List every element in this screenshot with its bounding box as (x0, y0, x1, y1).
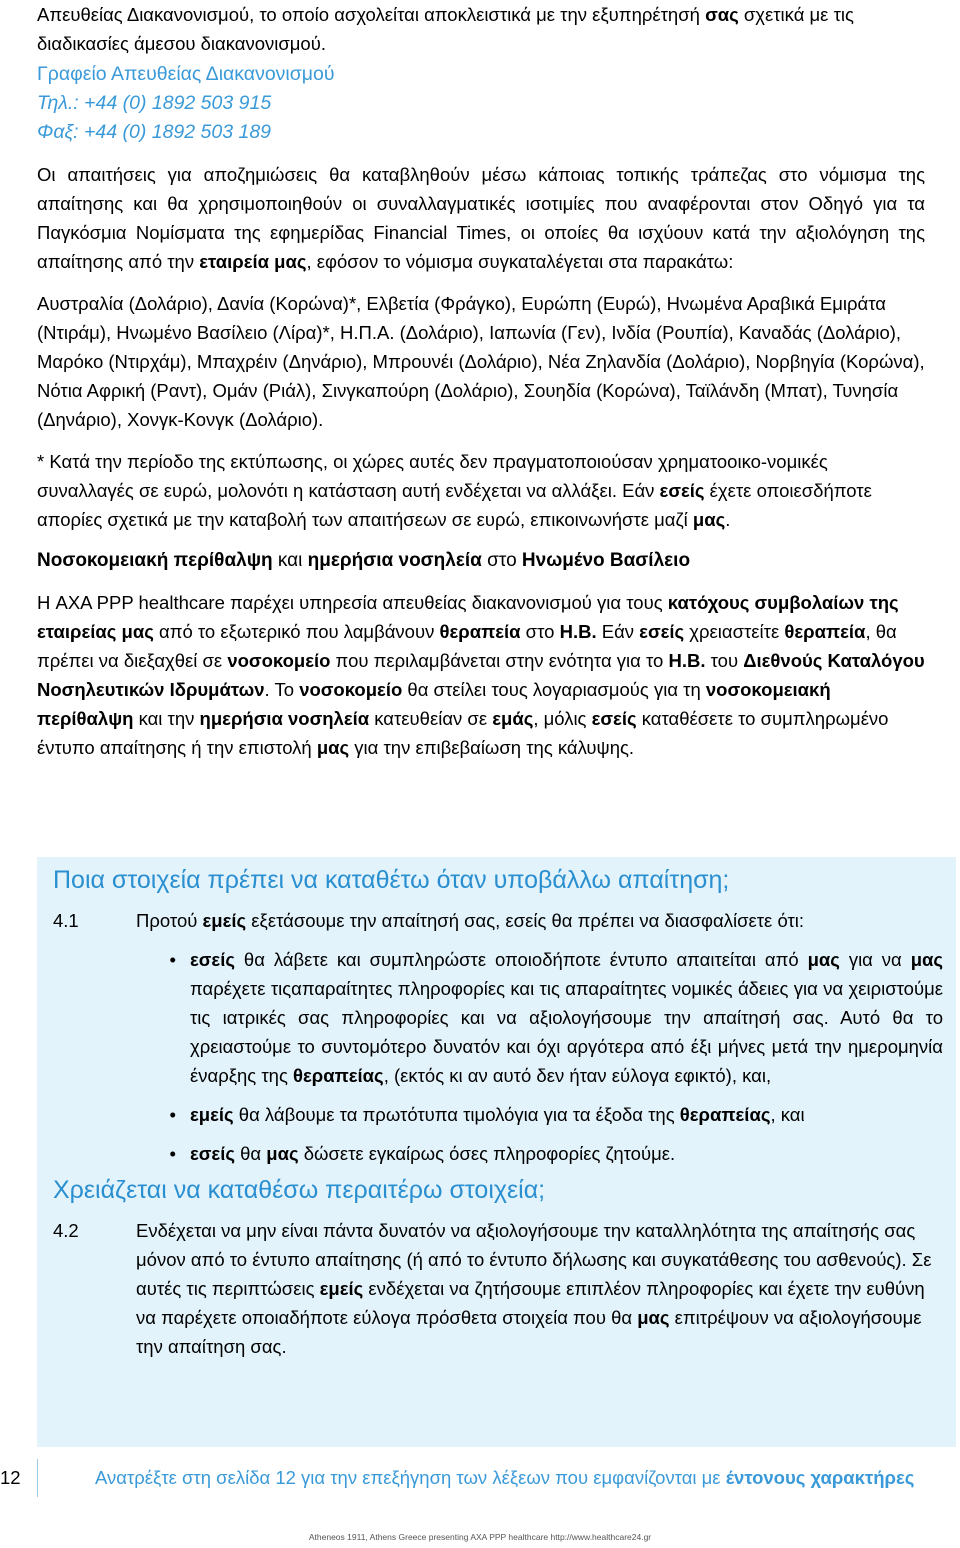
uk-text: και την (133, 708, 200, 729)
note-text-2: έχετε οποιεσδήποτε απορίες σχετικά με την καταβολή των απαιτήσεων σε ευρώ, επικοινωνήστε μαζί (37, 480, 872, 530)
bullet-text: , και (770, 1104, 805, 1125)
section-text: ενδέχεται να ζητήσουμε επιπλέον πληροφορίες και έχετε την ευθύνη να παρέχετε οποιαδήποτε εύλογα πρόσθετα στοιχεία που θα (136, 1278, 925, 1328)
note-text-3: . (725, 509, 731, 530)
section-text: εξετάσουμε την απαίτησή σας, εσείς θα πρέπει να διασφαλίσετε ότι: (246, 910, 805, 931)
section-text: Προτού (136, 910, 203, 931)
contact-block (37, 60, 925, 147)
currency-text-end: , εφόσον το νόμισμα συγκαταλέγεται στα παρακάτω: (306, 251, 734, 272)
claims-info-panel (37, 857, 956, 1447)
uk-heading-text-1: και (272, 550, 308, 571)
section-body (136, 1216, 943, 1361)
section-text: Ενδέχεται να μην είναι πάντα δυνατόν να αξιολογήσουμε την καταλληλότητα της απαίτησής σας μόνον από το έντυπο απαίτησης (ή από το έντυπο δήλωσης και συγκατάθεσης του ασθενούς). Σε αυτές τις περιπτώσεις (136, 1220, 932, 1299)
uk-heading-bold-1: Νοσοκομειακή περίθαλψη (37, 550, 273, 571)
section-number: 4.2 (53, 1220, 79, 1241)
bullet-text: παρέχετε τιςαπαραίτητες πληροφορίες και τις απαραίτητες νομικές άδειες για να χειριστούμε τις ιατρικές σας πληροφορίες και να αξιολογήσουμε την απαίτησή σας. Αυτό θα το χρειαστούμε το συντομότερο δυνατόν και όχι αργότερα από έξι μήνες μετά την ημερομηνία έναρξης της (190, 978, 943, 1086)
uk-bold: θεραπεία (784, 621, 866, 642)
bullet-bold: μας (266, 1143, 299, 1164)
uk-text: που περιλαμβάνεται στην ενότητα για το (330, 650, 669, 671)
bullet-bold: θεραπείας (679, 1104, 771, 1125)
panel-heading-2: Χρειάζεται να καταθέσω περαιτέρω στοιχεία; (53, 1176, 546, 1204)
section-4-1 (53, 906, 943, 1178)
note-bold-2: μας (692, 509, 726, 530)
intro-text: Απευθείας Διακανονισμού, το οποίο ασχολείται αποκλειστικά με την εξυπηρέτησή (37, 4, 706, 25)
page-footer (0, 1467, 960, 1497)
uk-heading-text-2: στο (481, 550, 522, 571)
uk-text: στο (520, 621, 560, 642)
requirements-list (136, 945, 943, 1168)
bullet-text: θα (234, 1143, 267, 1164)
intro-text-end: σχετικά με τις διαδικασίες άμεσου διακανονισμού. (37, 4, 854, 54)
uk-text: από το εξωτερικό που λαμβάνουν (153, 621, 440, 642)
footer-note-text: Ανατρέξτε στη σελίδα 12 για την επεξήγηση των λέξεων που εμφανίζονται με (95, 1467, 726, 1488)
uk-bold: Η.Β. (559, 621, 597, 642)
section-bold: μας (637, 1307, 670, 1328)
list-item-text (190, 1100, 943, 1129)
list-item-text (190, 1139, 943, 1168)
bullet-bold: εσείς (190, 949, 235, 970)
uk-text: χρειαστείτε (684, 621, 785, 642)
footer-note (95, 1467, 914, 1489)
uk-text: Η AXA PPP healthcare παρέχει υπηρεσία απευθείας διακανονισμού για τους (37, 592, 668, 613)
uk-bold: ημερήσια νοσηλεία (199, 708, 370, 729)
uk-text: , θα πρέπει να διεξαχθεί σε (37, 621, 897, 671)
intro-paragraph (37, 0, 925, 58)
credit-line: Atheneos 1911, Athens Greece presenting AXA PPP healthcare http://www.healthcare24.gr (308, 1532, 652, 1542)
note-bold-1: εσείς (659, 480, 705, 501)
currency-paragraph (37, 160, 925, 276)
uk-bold: Η.Β. (668, 650, 706, 671)
uk-bold: εσείς (591, 708, 637, 729)
uk-bold: εμάς (492, 708, 534, 729)
uk-heading-bold-3: Ηνωμένο Βασίλειο (521, 550, 691, 571)
uk-heading (37, 546, 925, 575)
section-body (136, 906, 943, 1178)
uk-bold: θεραπεία (439, 621, 521, 642)
bullet-text: δώσετε εγκαίρως όσες πληροφορίες ζητούμε. (298, 1143, 676, 1164)
document-page (37, 0, 925, 762)
uk-text: , μόλις (533, 708, 592, 729)
uk-bold: κατόχους συμβολαίων της εταιρείας μας (37, 592, 899, 642)
bullet-icon: • (169, 1104, 176, 1125)
uk-bold: νοσοκομείο (299, 679, 403, 700)
section-bold: εμείς (319, 1278, 364, 1299)
uk-text: θα στείλει τους λογαριασμούς για τη (402, 679, 706, 700)
uk-paragraph (37, 588, 925, 762)
contact-phone: Τηλ.: +44 (0) 1892 503 915 (37, 92, 272, 114)
footer-divider (37, 1459, 38, 1497)
bullet-text: για να (839, 949, 911, 970)
list-item (136, 1139, 943, 1168)
section-4-2 (53, 1216, 943, 1361)
uk-heading-bold-2: ημερήσια νοσηλεία (307, 550, 482, 571)
panel-heading-1: Ποια στοιχεία πρέπει να καταθέτω όταν υποβάλλω απαίτηση; (53, 866, 730, 894)
contact-office: Γραφείο Απευθείας Διακανονισμού (37, 63, 335, 85)
bullet-bold: εσείς (190, 1143, 235, 1164)
currency-text: Οι απαιτήσεις για αποζημιώσεις θα καταβληθούν μέσω κάποιας τοπικής τράπεζας στο νόμισμα της απαίτησης και θα χρησιμοποιηθούν οι συναλλαγματικές ισοτιμίες που αναφέρονται στον Οδηγό για τα Παγκόσμια Νομίσματα της εφημερίδας Financial Times, οι οποίες θα ισχύουν κατά την αξιολόγηση της απαίτησης από την (37, 164, 925, 272)
bullet-bold: μας (807, 949, 840, 970)
uk-text: καταθέσετε το συμπληρωμένο έντυπο απαίτησης ή την επιστολή (37, 708, 889, 758)
note-paragraph (37, 447, 925, 534)
bullet-text: θα λάβουμε τα πρωτότυπα τιμολόγια για τα έξοδα της (233, 1104, 680, 1125)
bullet-text: , (εκτός κι αν αυτό δεν ήταν εύλογα εφικτό), και, (383, 1065, 772, 1086)
footer-note-bold: έντονους χαρακτήρες (725, 1467, 915, 1488)
page-number: 12 (0, 1467, 21, 1488)
uk-bold: Διεθνούς Καταλόγου Νοσηλευτικών Ιδρυμάτων (37, 650, 925, 700)
list-item-text (190, 945, 943, 1090)
section-number: 4.1 (53, 910, 79, 931)
list-item (136, 1100, 943, 1129)
note-text: * Κατά την περίοδο της εκτύπωσης, οι χώρες αυτές δεν πραγματοποιούσαν χρηματοοικο-νομικές συναλλαγές σε ευρώ, μολονότι η κατάσταση αυτή ενδέχεται να αλλάξει. Εάν (37, 451, 828, 501)
countries-paragraph: Αυστραλία (Δολάριο), Δανία (Κορώνα)*, Ελβετία (Φράγκο), Ευρώπη (Ευρώ), Ηνωμένα Αραβικά Εμιράτα (Ντιράμ), Ηνωμένο Βασίλειο (Λίρα)*, Η.Π.Α. (Δολάριο), Ιαπωνία (Γεν), Ινδία (Ρουπία), Καναδάς (Δολάριο), Μαρόκο (Ντιρχάμ), Μπαχρέιν (Δηνάριο), Μπρουνέι (Δολάριο), Νέα Ζηλανδία (Δολάριο), Νορβηγία (Κορώνα), Νότια Αφρική (Ραντ), Ομάν (Ριάλ), Σινγκαπούρη (Δολάριο), Σουηδία (Κορώνα), Ταϊλάνδη (Μπατ), Τυνησία (Δηνάριο), Χονγκ-Κονγκ (Δολάριο). (37, 293, 925, 430)
uk-text: του (705, 650, 744, 671)
uk-bold: μας (316, 737, 350, 758)
section-text: επιτρέψουν να αξιολογήσουμε την απαίτηση σας. (136, 1307, 922, 1357)
uk-text: Εάν (596, 621, 640, 642)
uk-bold: νοσοκομειακή περίθαλψη (37, 679, 831, 729)
uk-text: κατευθείαν σε (369, 708, 493, 729)
contact-fax: Φαξ: +44 (0) 1892 503 189 (37, 121, 272, 143)
uk-text: για την επιβεβαίωση της κάλυψης. (349, 737, 635, 758)
bullet-bold: μας (910, 949, 943, 970)
bullet-icon: • (169, 1143, 176, 1164)
list-item (136, 945, 943, 1090)
currency-bold: εταιρεία μας (199, 251, 307, 272)
bullet-icon: • (169, 949, 176, 970)
uk-bold: νοσοκομείο (227, 650, 331, 671)
uk-text: . Το (264, 679, 300, 700)
section-bold: εμείς (202, 910, 247, 931)
uk-bold: εσείς (639, 621, 685, 642)
bullet-bold: θεραπείας (293, 1065, 384, 1086)
bullet-text: θα λάβετε και συμπληρώστε οποιοδήποτε έντυπο απαιτείται από (234, 949, 808, 970)
bullet-bold: εμείς (190, 1104, 234, 1125)
intro-bold: σας (705, 4, 739, 25)
